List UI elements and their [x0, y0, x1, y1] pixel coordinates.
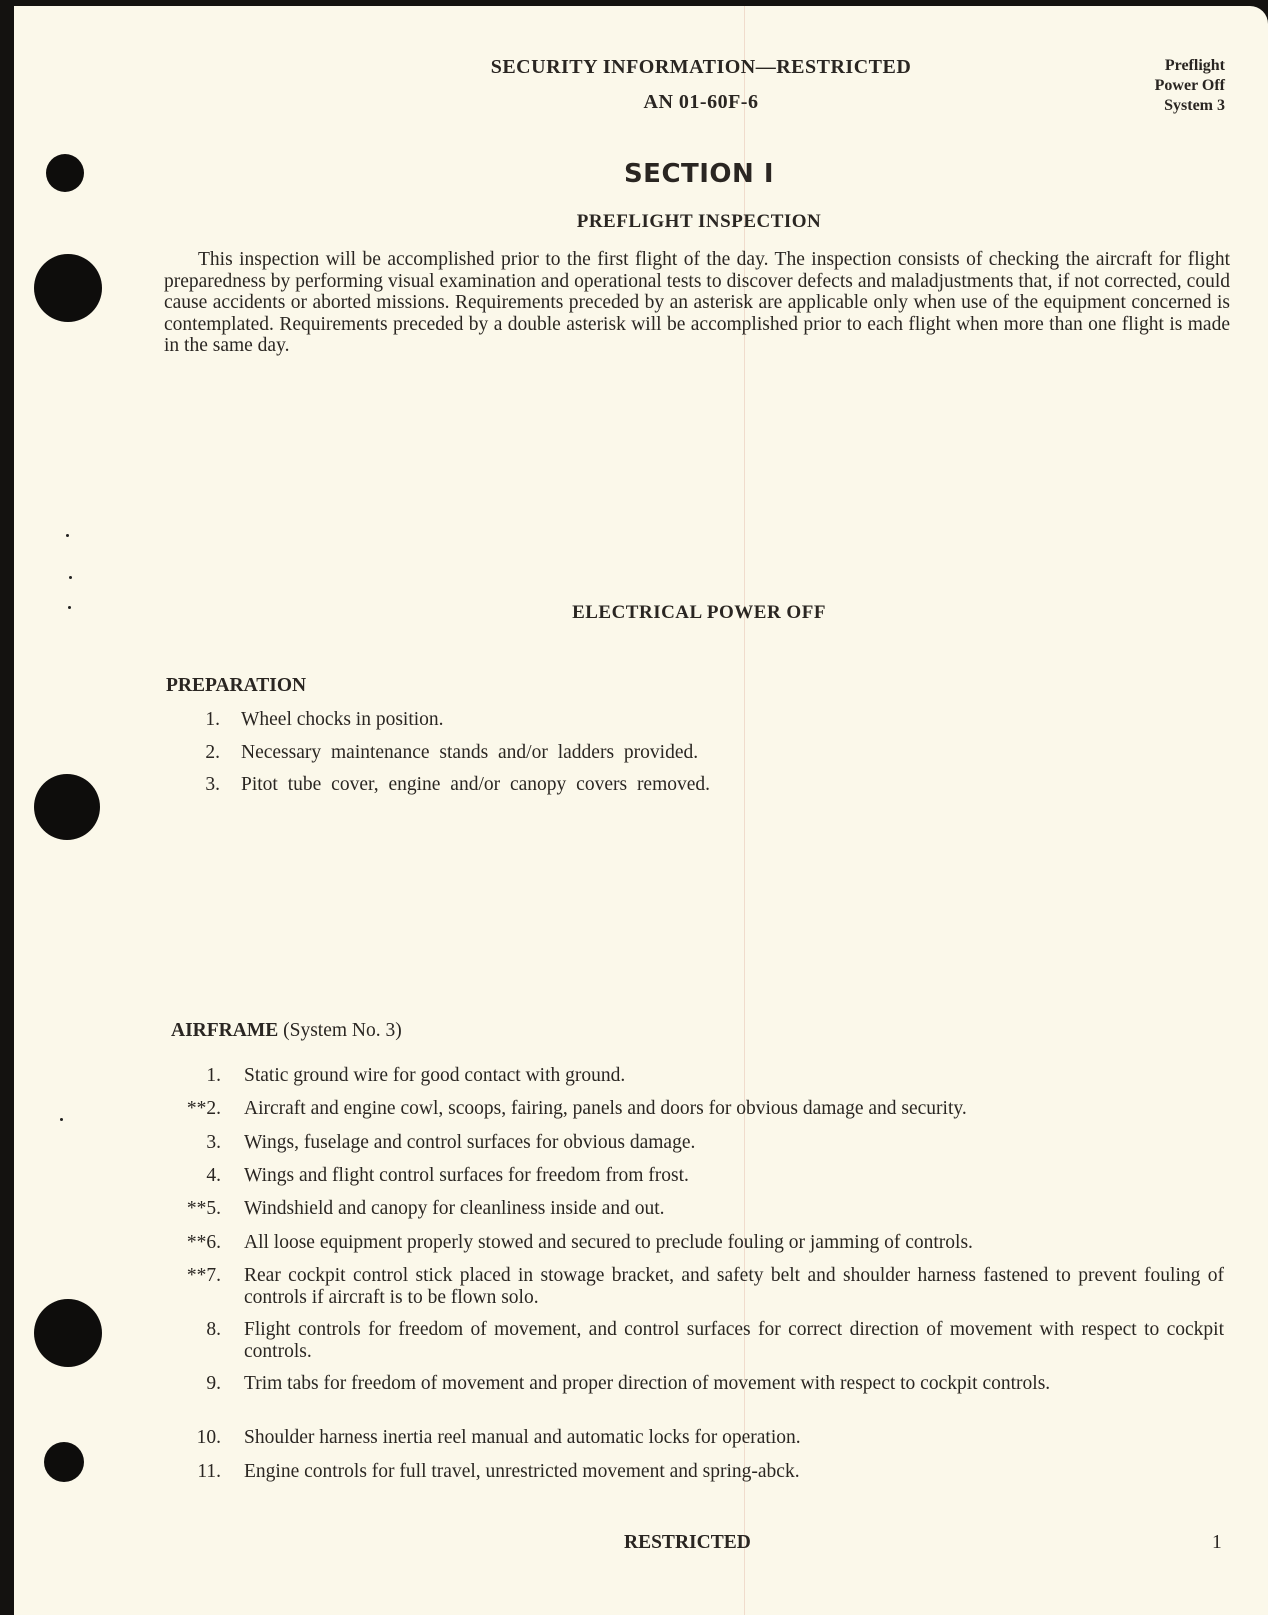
intro-paragraph: This inspection will be accomplished prior to the first flight of the day. The inspection consists of checking the aircraft for flight preparedness by performing visual examination and operational tests to discover defects and maladjustments that, if not corrected, could cause accidents or aborted missions. Requirements preceded by an asterisk are applicable only when use of the equipment concerned is contemplated. Requirements preceded by a double asterisk will be accomplished prior to each flight when more than one flight is made in the same day. — [164, 249, 1230, 356]
footer-classification: RESTRICTED — [624, 1532, 751, 1553]
item-text: Aircraft and engine cowl, scoops, fairing, panels and doors for obvious damage and security. — [244, 1098, 967, 1119]
tab-label-system: System 3 — [1164, 97, 1225, 114]
item-text: Necessary maintenance stands and/or ladders provided. — [241, 742, 699, 763]
airframe-heading — [171, 1020, 402, 1042]
item-text: Rear cockpit control stick placed in stowage bracket, and safety belt and shoulder harness fastened to prevent fouling of controls if aircraft is to be flown solo. — [244, 1265, 1224, 1308]
item-number: 2. — [205, 742, 220, 763]
item-number: **5. — [186, 1198, 221, 1219]
speck — [60, 1118, 63, 1121]
item-number: 3. — [205, 774, 220, 795]
document-page — [14, 6, 1268, 1615]
item-text: Static ground wire for good contact with ground. — [244, 1065, 626, 1086]
item-number: 3. — [206, 1132, 221, 1153]
speck — [66, 534, 69, 537]
item-number: 1. — [206, 1065, 221, 1086]
item-number: **6. — [186, 1232, 221, 1253]
binder-hole — [34, 774, 100, 840]
item-text: Wheel chocks in position. — [241, 709, 444, 730]
item-number: **2. — [186, 1098, 221, 1119]
binder-hole — [34, 1299, 102, 1367]
tab-label-power-off: Power Off — [1154, 77, 1225, 94]
item-text: Trim tabs for freedom of movement and proper direction of movement with respect to cockpit controls. — [244, 1373, 1051, 1394]
power-off-title: ELECTRICAL POWER OFF — [572, 602, 826, 623]
item-text: All loose equipment properly stowed and secured to preclude fouling or jamming of controls. — [244, 1232, 973, 1253]
security-header: SECURITY INFORMATION—RESTRICTED — [490, 56, 912, 78]
item-text: Windshield and canopy for cleanliness inside and out. — [244, 1198, 665, 1219]
item-text: Shoulder harness inertia reel manual and automatic locks for operation. — [244, 1427, 801, 1448]
item-number: 1. — [205, 709, 220, 730]
document-number: AN 01-60F-6 — [643, 91, 759, 113]
binder-hole — [46, 154, 84, 192]
speck — [69, 576, 72, 579]
section-subtitle: PREFLIGHT INSPECTION — [576, 211, 822, 232]
speck — [68, 606, 71, 609]
preparation-heading: PREPARATION — [166, 675, 307, 696]
airframe-heading-note: (System No. 3) — [283, 1020, 402, 1041]
item-number: 10. — [196, 1427, 221, 1448]
tab-label-preflight: Preflight — [1164, 57, 1225, 74]
binder-hole — [44, 1442, 84, 1482]
item-text: Wings, fuselage and control surfaces for obvious damage. — [244, 1132, 696, 1153]
item-text: Pitot tube cover, engine and/or canopy covers removed. — [241, 774, 711, 795]
item-text: Wings and flight control surfaces for freedom from frost. — [244, 1165, 689, 1186]
binder-hole — [34, 254, 102, 322]
section-title: SECTION I — [623, 159, 775, 189]
item-number: 9. — [206, 1373, 221, 1394]
item-number: 4. — [206, 1165, 221, 1186]
item-number: 11. — [197, 1461, 221, 1482]
item-text: Flight controls for freedom of movement, and control surfaces for correct direction of movement with respect to cockpit controls. — [244, 1319, 1224, 1362]
page-number: 1 — [1212, 1532, 1222, 1553]
item-number: **7. — [186, 1265, 221, 1286]
item-number: 8. — [206, 1319, 221, 1340]
item-text: Engine controls for full travel, unrestricted movement and spring-abck. — [244, 1461, 800, 1482]
airframe-heading-label: AIRFRAME — [171, 1020, 279, 1041]
